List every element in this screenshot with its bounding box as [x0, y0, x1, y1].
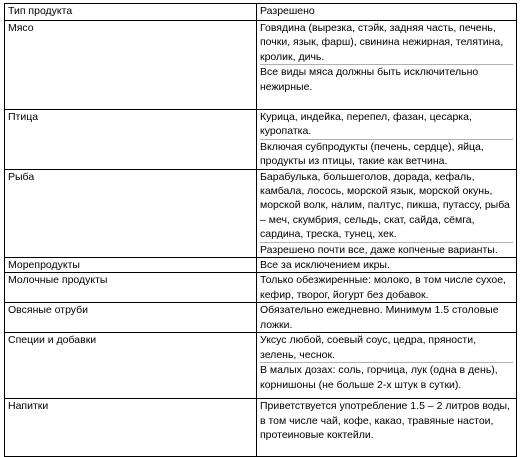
row-allowed [257, 169, 517, 257]
allowed-paragraph: Говядина (вырезка, стэйк, задняя часть, печень, почки, язык, фарш), свинина нежирная, телятина, кролик, дичь. [260, 21, 513, 65]
row-type: Овсяные отруби [5, 303, 257, 333]
allowed-paragraph: Разрешено почти все, даже копченые варианты. [260, 243, 498, 256]
table-row [5, 110, 517, 170]
row-allowed [257, 110, 517, 170]
allowed-paragraph: Все за исключением икры. [260, 259, 390, 272]
allowed-paragraph: Уксус любой, соевый соус, цедра, пряности, зелень, чеснок. [260, 333, 513, 363]
row-type: Молочные продукты [5, 273, 257, 303]
allowed-paragraph: Включая субпродукты (печень, сердце), яйца, продукты из птицы, такие как ветчина. [260, 140, 484, 168]
diet-table [4, 3, 517, 457]
allowed-paragraph: Обязательно ежедневно. Минимум 1.5 столовые ложки. [260, 304, 499, 331]
row-allowed [257, 21, 517, 110]
row-type: Птица [5, 110, 257, 170]
table-row [5, 333, 517, 399]
table-row [5, 169, 517, 257]
table-row [5, 273, 517, 303]
allowed-paragraph: Все виды мяса должны быть исключительно нежирные. [260, 66, 479, 93]
allowed-paragraph: В малых дозах: соль, горчица, лук (одна в день), корнишоны (не больше 2-х штук в сутки). [260, 364, 498, 391]
header-allowed: Разрешено [257, 4, 517, 21]
table-row [5, 258, 517, 273]
header-row [5, 4, 517, 21]
row-type: Морепродукты [5, 258, 257, 273]
header-type: Тип продукта [5, 4, 257, 21]
allowed-paragraph: Только обезжиренные: молоко, в том числе сухое, кефир, творог, йогурт без добавок. [260, 274, 506, 301]
table-row [5, 21, 517, 110]
row-allowed [257, 273, 517, 303]
allowed-paragraph: Приветствуется употребление 1.5 – 2 литров воды, в том числе чай, кофе, какао, травяные настои, протеиновые коктейли. [260, 400, 510, 442]
row-allowed [257, 303, 517, 333]
table-row [5, 399, 517, 457]
row-allowed [257, 258, 517, 273]
row-type: Мясо [5, 21, 257, 110]
row-type: Напитки [5, 399, 257, 457]
row-type: Рыба [5, 169, 257, 257]
allowed-paragraph: Барабулька, большеголов, дорада, кефаль, камбала, лосось, морской язык, морской окунь, морской волк, налим, палтус, пикша, путассу, рыба – меч, скумбрия, сельдь, скат, сайда, сёмга, сардина, треска, тунец, хек. [260, 170, 513, 243]
row-type: Специи и добавки [5, 333, 257, 399]
row-allowed [257, 399, 517, 457]
row-allowed [257, 333, 517, 399]
table-row [5, 303, 517, 333]
allowed-paragraph: Курица, индейка, перепел, фазан, цесарка, куропатка. [260, 110, 513, 140]
